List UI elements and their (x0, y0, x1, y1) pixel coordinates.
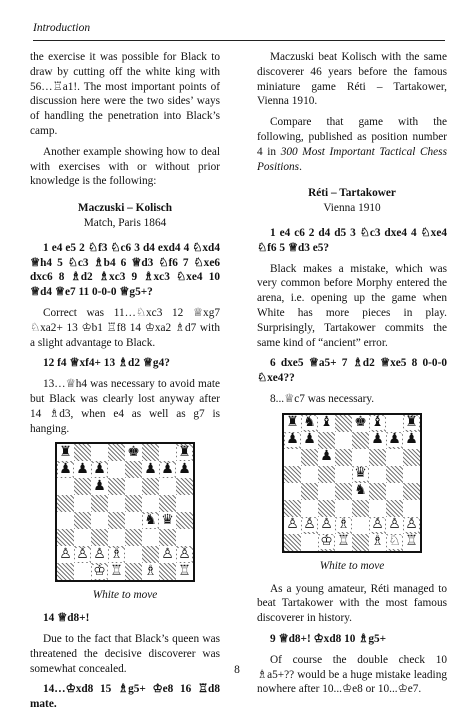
board-square (403, 415, 420, 432)
chess-piece: ♞ (354, 483, 367, 499)
board-square (91, 546, 108, 563)
chess-piece: ♚ (127, 444, 140, 460)
board-square (142, 461, 159, 478)
board-square (142, 495, 159, 512)
board-square (352, 466, 369, 483)
board-square (57, 512, 74, 529)
paragraph: Maczuski beat Kolisch with the same discoverer 46 years before the famous miniature game Réti – Tartakower, Vienna 1910. (257, 51, 447, 108)
chess-piece: ♛ (354, 466, 367, 482)
chess-piece: ♟ (303, 432, 316, 448)
board-square (57, 444, 74, 461)
chess-piece: ♞ (144, 512, 157, 528)
chess-piece: ♟ (76, 461, 89, 477)
paragraph: the exercise it was possible for Black to draw by cutting off the white king with 56…♖a1!. The most important points of discussion here were the two sides’ ways of handling the penetration into Black’s camp. (30, 51, 220, 137)
board-square (403, 500, 420, 517)
game-title: Maczuski – Kolisch (77, 202, 173, 215)
board-square (57, 529, 74, 546)
board-square (386, 483, 403, 500)
board-square (108, 512, 125, 529)
board-square (284, 449, 301, 466)
board-square (142, 546, 159, 563)
board-square (176, 478, 193, 495)
board-square (369, 466, 386, 483)
board-square (335, 500, 352, 517)
board-square (159, 478, 176, 495)
paragraph: Of course the double check 10 ♗a5+?? would be a huge mistake leading nowhere after 10...♔e8 or 10...♔e7. (257, 653, 447, 696)
board-square (335, 466, 352, 483)
board-square (301, 432, 318, 449)
game-moves: 12 f4 ♕xf4+ 13 ♗d2 ♕g4? (43, 357, 170, 370)
paragraph: Black makes a mistake, which was very common before Morphy entered the arena, i.e. opening up the game when White has more pieces in play. Surprisingly, Tartakower commits the same kind of “ancient” error. (257, 262, 447, 349)
chess-piece: ♟ (286, 432, 299, 448)
board-square (74, 478, 91, 495)
board-square (335, 517, 352, 534)
board-square (176, 495, 193, 512)
board-square (176, 444, 193, 461)
chess-piece: ♟ (59, 461, 72, 477)
board-square (369, 449, 386, 466)
board-square (142, 444, 159, 461)
game-event: Match, Paris 1864 (83, 216, 167, 229)
chess-diagram (55, 442, 195, 582)
board-square (386, 449, 403, 466)
board-square (91, 461, 108, 478)
board-square (159, 495, 176, 512)
board-square (108, 563, 125, 580)
chess-piece: ♗ (337, 517, 350, 533)
game-moves: 6 dxe5 ♕a5+ 7 ♗d2 ♕xe5 8 0-0-0 ♘xe4?? (257, 357, 447, 385)
board-square (318, 483, 335, 500)
board-square (284, 500, 301, 517)
game-moves: 9 ♕d8+! ♔xd8 10 ♗g5+ (270, 632, 387, 645)
board-square (318, 449, 335, 466)
chess-piece: ♙ (405, 517, 418, 533)
chess-piece: ♟ (405, 432, 418, 448)
board-square (108, 461, 125, 478)
paragraph: Correct was 11…♘xc3 12 ♕xg7 ♘xa2+ 13 ♔b1 ♖f8 14 ♔xa2 ♗d7 with a slight advantage to Black. (30, 306, 220, 349)
board-square (91, 512, 108, 529)
chess-piece: ♙ (303, 517, 316, 533)
board-square (335, 534, 352, 551)
board-square (142, 478, 159, 495)
text-run: Compare that game with the following, published as position number 4 in (257, 116, 447, 158)
board-square (176, 546, 193, 563)
chess-piece: ♜ (59, 444, 72, 460)
board-square (91, 478, 108, 495)
board-square (386, 517, 403, 534)
chess-piece: ♞ (303, 415, 316, 431)
board-square (159, 563, 176, 580)
board-square (403, 534, 420, 551)
board-square (403, 483, 420, 500)
board-square (284, 432, 301, 449)
game-moves: 14 ♕d8+! (43, 612, 90, 625)
paragraph (257, 115, 447, 174)
board-square (91, 444, 108, 461)
board-square (335, 415, 352, 432)
header-rule (33, 40, 445, 41)
board-square (301, 449, 318, 466)
chess-piece: ♜ (405, 415, 418, 431)
board-square (301, 415, 318, 432)
diagram-caption: White to move (319, 559, 385, 572)
board-square (74, 495, 91, 512)
board-square (301, 483, 318, 500)
chess-piece: ♔ (320, 534, 333, 550)
board-square (369, 483, 386, 500)
chess-diagram (282, 413, 422, 553)
board-square (74, 461, 91, 478)
board-square (57, 546, 74, 563)
chess-piece: ♟ (371, 432, 384, 448)
board-square (403, 449, 420, 466)
board-square (369, 500, 386, 517)
board-square (284, 466, 301, 483)
board-square (108, 444, 125, 461)
board-square (125, 512, 142, 529)
game-event: Vienna 1910 (323, 202, 381, 215)
chess-piece: ♜ (178, 444, 191, 460)
chess-piece: ♙ (161, 546, 174, 562)
board-square (352, 517, 369, 534)
board-square (301, 466, 318, 483)
chess-piece: ♙ (388, 517, 401, 533)
board-square (74, 529, 91, 546)
chess-piece: ♜ (286, 415, 299, 431)
right-column (257, 50, 447, 703)
board-square (57, 478, 74, 495)
board-square (318, 466, 335, 483)
chess-piece: ♟ (320, 449, 333, 465)
board-square (125, 495, 142, 512)
board-square (284, 517, 301, 534)
board-square (335, 483, 352, 500)
board-square (352, 500, 369, 517)
board-square (301, 500, 318, 517)
board-square (125, 546, 142, 563)
board-square (74, 563, 91, 580)
board-square (386, 432, 403, 449)
chess-piece: ♘ (388, 534, 401, 550)
board-square (403, 517, 420, 534)
board-square (159, 444, 176, 461)
chess-piece: ♚ (354, 415, 367, 431)
chess-piece: ♗ (371, 534, 384, 550)
chess-piece: ♖ (178, 563, 191, 579)
running-header: Introduction (33, 22, 91, 34)
board-square (142, 512, 159, 529)
chess-piece: ♙ (320, 517, 333, 533)
board-square (125, 461, 142, 478)
board-square (176, 461, 193, 478)
board-square (159, 512, 176, 529)
chess-piece: ♟ (93, 478, 106, 494)
board-square (108, 529, 125, 546)
board-square (91, 495, 108, 512)
board-square (352, 534, 369, 551)
board-square (159, 461, 176, 478)
board-square (74, 512, 91, 529)
board-square (369, 432, 386, 449)
chess-piece: ♟ (144, 461, 157, 477)
board-square (74, 444, 91, 461)
board-square (176, 529, 193, 546)
board-square (142, 529, 159, 546)
paragraph: 8...♕c7 was necessary. (270, 392, 375, 405)
board-square (335, 449, 352, 466)
board-square (301, 517, 318, 534)
board-square (386, 415, 403, 432)
board-square (57, 461, 74, 478)
board-square (352, 415, 369, 432)
text-run: . (299, 160, 302, 173)
board-square (369, 534, 386, 551)
board-square (159, 529, 176, 546)
board-square (142, 563, 159, 580)
game-moves: 1 e4 e5 2 ♘f3 ♘c6 3 d4 exd4 4 ♘xd4 ♕h4 5 ♘c3 ♗b4 6 ♕d3 ♘f6 7 ♘xe6 dxc6 8 ♗d2 ♗xc3 9 ♗xc3 ♘xe4 10 ♕d4 ♕e7 11 0-0-0 ♕g5+? (30, 241, 220, 299)
board-square (318, 517, 335, 534)
paragraph: Due to the fact that Black’s queen was threatened the decisive discoverer was somewhat concealed. (30, 632, 220, 675)
paragraph: Another example showing how to deal with exercises with or without prior knowledge is the following: (30, 145, 220, 188)
chess-piece: ♔ (93, 563, 106, 579)
board-square (108, 495, 125, 512)
board-square (125, 563, 142, 580)
board-square (318, 500, 335, 517)
chess-piece: ♛ (161, 512, 174, 528)
game-moves: 14…♔xd8 15 ♗g5+ ♔e8 16 ♖d8 mate. (30, 683, 220, 711)
paragraph: 13…♕h4 was necessary to avoid mate but Black was clearly lost anyway after 14 ♗d3, when e4 as well as g7 is hanging. (30, 378, 220, 435)
chess-piece: ♝ (320, 415, 333, 431)
board-square (386, 534, 403, 551)
chess-piece: ♟ (178, 461, 191, 477)
chess-piece: ♟ (388, 432, 401, 448)
chess-piece: ♙ (59, 546, 72, 562)
chess-piece: ♙ (371, 517, 384, 533)
chess-piece: ♖ (337, 534, 350, 550)
board-square (91, 529, 108, 546)
chess-piece: ♙ (76, 546, 89, 562)
board-square (91, 563, 108, 580)
chess-piece: ♗ (144, 563, 157, 579)
page-number: 8 (234, 664, 240, 676)
board-square (386, 466, 403, 483)
chess-piece: ♟ (161, 461, 174, 477)
board-square (284, 415, 301, 432)
board-square (403, 466, 420, 483)
chess-piece: ♟ (93, 461, 106, 477)
chess-piece: ♙ (93, 546, 106, 562)
board-square (335, 432, 352, 449)
board-square (125, 478, 142, 495)
board-square (176, 512, 193, 529)
board-square (108, 546, 125, 563)
board-square (318, 534, 335, 551)
board-square (125, 444, 142, 461)
board-square (352, 432, 369, 449)
board-square (284, 534, 301, 551)
board-square (125, 529, 142, 546)
board-square (176, 563, 193, 580)
book-title: 300 Most Important Tactical Chess Positions (257, 145, 447, 173)
board-square (403, 432, 420, 449)
board-square (352, 449, 369, 466)
chess-piece: ♙ (286, 517, 299, 533)
chess-piece: ♖ (110, 563, 123, 579)
board-square (159, 546, 176, 563)
board-square (369, 415, 386, 432)
board-square (318, 415, 335, 432)
board-square (74, 546, 91, 563)
board-square (57, 495, 74, 512)
board-square (284, 483, 301, 500)
chess-piece: ♗ (110, 546, 123, 562)
game-title: Réti – Tartakower (308, 187, 396, 200)
chess-piece: ♙ (178, 546, 191, 562)
board-square (318, 432, 335, 449)
chess-piece: ♝ (371, 415, 384, 431)
game-moves: 1 e4 c6 2 d4 d5 3 ♘c3 dxe4 4 ♘xe4 ♘f6 5 ♕d3 e5? (257, 226, 447, 254)
board-square (301, 534, 318, 551)
paragraph: As a young amateur, Réti managed to beat Tartakower with the most famous discoverer in history. (257, 582, 447, 625)
diagram-caption: White to move (92, 589, 158, 602)
board-square (352, 483, 369, 500)
board-square (386, 500, 403, 517)
left-column (30, 50, 220, 718)
board-square (108, 478, 125, 495)
chess-piece: ♖ (405, 534, 418, 550)
board-square (369, 517, 386, 534)
board-square (57, 563, 74, 580)
